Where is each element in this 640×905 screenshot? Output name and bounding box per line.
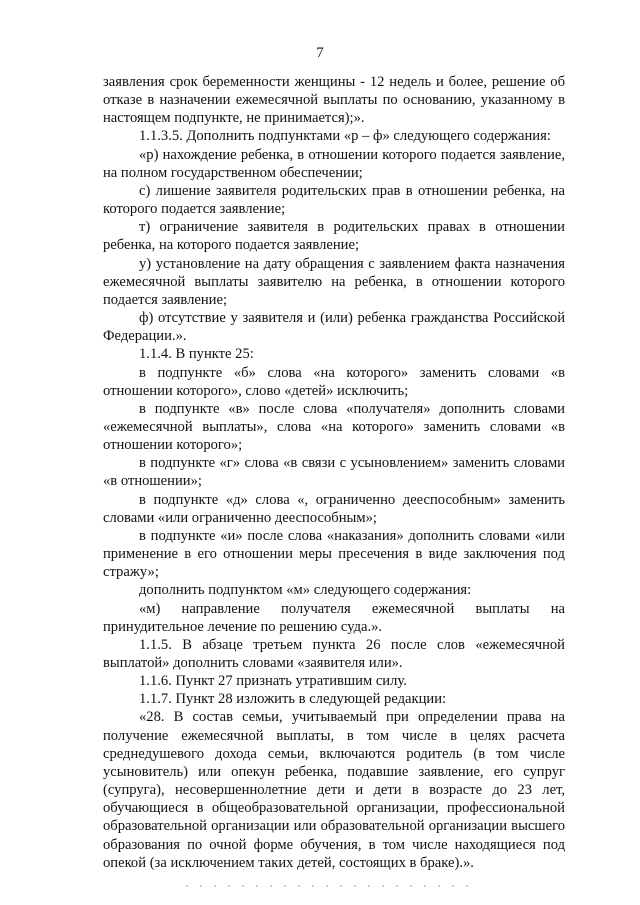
paragraph-subitem-v: в подпункте «в» после слова «получателя» дополнить словами «ежемесячной выплаты», слова «на которого» заменить словами «в отношении которого»; [103,400,565,454]
paragraph-1-1-7: 1.1.7. Пункт 28 изложить в следующей редакции: [139,691,447,708]
paragraph-subitem-s: с) лишение заявителя родительских прав в отношении ребенка, на которого подается заявление; [103,182,565,218]
paragraph-subitem-d: в подпункте «д» слова «, ограниченно дееспособным» заменить словами «или ограниченно дееспособным»; [103,491,565,526]
document-body [103,73,565,872]
paragraph-subitem-r: «р) нахождение ребенка, в отношении которого подается заявление, на полном государственном обеспечении; [103,146,565,181]
paragraph-subitem-i: в подпункте «и» после слова «наказания» дополнить словами «или применение в его отношении меры пресечения в виде заключения под стражу»; [103,527,565,581]
paragraph-item-28: «28. В состав семьи, учитываемый при определении права на получение ежемесячной выплаты, в том числе в целях расчета среднедушевого дохода семьи, включаются родитель (в том числе усыновитель) или опекун ребенка, подавшие заявление, его супруг (супруга), несовершеннолетние дети и дети в возрасте до 23 лет, обучающиеся в общеобразовательной организации, профессиональной образовательной организации или образовательной организации высшего образования по очной форме обучения, в том числе находящиеся под опекой (за исключением таких детей, состоящих в браке).». [103,709,565,871]
paragraph-subitem-u: у) установление на дату обращения с заявлением факта назначения ежемесячной выплаты заявителю на ребенка, в отношении которого подается заявление; [103,255,565,308]
paragraph-continuation: заявления срок беременности женщины - 12 недель и более, решение об отказе в назначении ежемесячной выплаты по основанию, указанному в настоящем подпункте, не принимается);». [103,74,565,127]
paragraph-add-subitem-m: дополнить подпунктом «м» следующего содержания: [139,582,472,599]
paragraph-subitem-m: «м) направление получателя ежемесячной выплаты на принудительное лечение по решению суда.». [103,600,565,635]
paragraph-subitem-b: в подпункте «б» слова «на которого» заменить словами «в отношении которого», слово «детей» исключить; [103,364,565,399]
page-number: 7 [316,45,324,61]
paragraph-1-1-4: 1.1.4. В пункте 25: [139,346,254,363]
paragraph-subitem-g: в подпункте «г» слова «в связи с усыновлением» заменить словами «в отношении»; [103,455,565,490]
paragraph-1-1-3-5: 1.1.3.5. Дополнить подпунктами «р – ф» следующего содержания: [139,128,551,145]
footer-dotted-line [180,885,470,887]
paragraph-subitem-t: т) ограничение заявителя в родительских правах в отношении ребенка, на которого подается заявление; [103,219,565,254]
paragraph-1-1-6: 1.1.6. Пункт 27 признать утратившим силу. [139,673,407,690]
paragraph-1-1-5: 1.1.5. В абзаце третьем пункта 26 после слов «ежемесячной выплатой» дополнить словами «заявителя или». [103,636,565,671]
paragraph-subitem-f: ф) отсутствие у заявителя и (или) ребенка гражданства Российской Федерации.». [103,310,565,345]
